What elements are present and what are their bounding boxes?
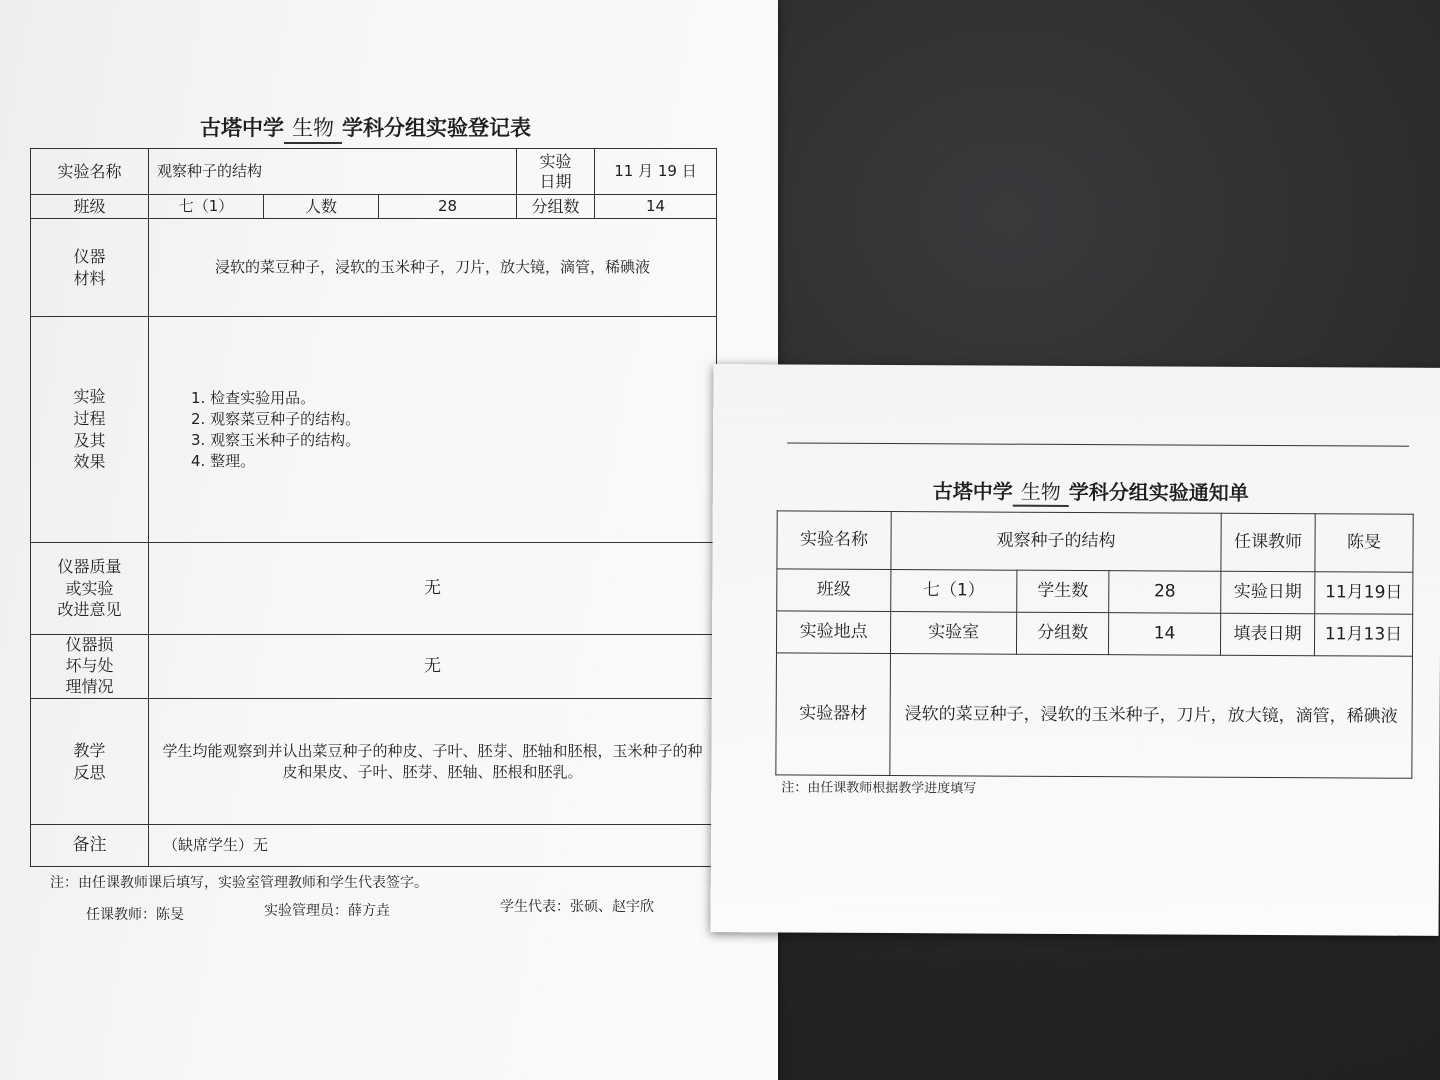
table-row <box>776 611 1412 656</box>
value-class: 七（1） <box>891 570 1017 613</box>
table-row <box>31 825 717 867</box>
school-name: 古塔中学 <box>932 479 1013 504</box>
label-headcount: 人数 <box>264 195 379 219</box>
table-row <box>777 569 1413 614</box>
label-process: 实验 过程 及其 效果 <box>31 317 149 543</box>
label-experiment-name: 实验名称 <box>777 511 891 570</box>
list-item: 4. 整理。 <box>191 452 256 471</box>
table-row <box>31 195 717 219</box>
value-steps <box>149 317 717 543</box>
registration-title <box>200 112 531 144</box>
form-name: 学科分组实验通知单 <box>1068 479 1249 505</box>
label-remarks: 备注 <box>31 825 149 867</box>
value-experiment-date: 11月19日 <box>1315 572 1413 615</box>
label-experiment-date: 实验日期 <box>1221 571 1315 613</box>
value-groups: 14 <box>595 195 717 219</box>
registration-footnote: 注：由任课教师课后填写，实验室管理教师和学生代表签字。 <box>50 875 428 891</box>
table-row <box>31 149 717 195</box>
label-damage: 仪器损 坏与处 理情况 <box>31 635 149 699</box>
notice-footnote: 注：由任课教师根据教学进度填写 <box>781 780 977 797</box>
notice-table <box>775 510 1413 778</box>
list-item: 2. 观察菜豆种子的结构。 <box>191 409 361 428</box>
list-item: 3. 观察玉米种子的结构。 <box>191 431 361 449</box>
value-damage: 无 <box>149 635 717 699</box>
signature-lab-manager: 实验管理员：薛方垚 <box>264 903 390 919</box>
table-row <box>31 219 717 317</box>
divider-line <box>787 442 1409 446</box>
value-remarks: （缺席学生）无 <box>149 825 717 867</box>
notice-title <box>933 475 1249 508</box>
label-experiment-date: 实验 日期 <box>517 149 595 195</box>
label-students: 学生数 <box>1017 570 1109 612</box>
table-row <box>31 317 717 543</box>
value-experiment-name: 观察种子的结构 <box>891 512 1221 572</box>
label-equipment: 实验器材 <box>776 653 891 776</box>
label-quality: 仪器质量 或实验 改进意见 <box>31 543 149 635</box>
label-experiment-name: 实验名称 <box>31 149 149 195</box>
value-location: 实验室 <box>890 612 1016 655</box>
notice-sheet <box>711 364 1440 936</box>
value-groups: 14 <box>1108 613 1220 656</box>
label-fill-date: 填表日期 <box>1220 613 1314 655</box>
label-groups: 分组数 <box>517 195 595 219</box>
signature-teacher: 任课教师：陈旻 <box>86 907 184 923</box>
label-groups: 分组数 <box>1016 612 1108 654</box>
subject-name: 生物 <box>1013 476 1069 507</box>
value-experiment-date: 11 月 19 日 <box>595 149 717 195</box>
label-reflection: 教学 反思 <box>31 699 149 825</box>
value-students: 28 <box>1109 571 1221 614</box>
value-materials: 浸软的菜豆种子，浸软的玉米种子，刀片，放大镜，滴管，稀碘液 <box>149 219 717 317</box>
label-class: 班级 <box>31 195 149 219</box>
value-fill-date: 11月13日 <box>1314 614 1412 657</box>
table-row <box>776 653 1413 778</box>
value-equipment: 浸软的菜豆种子，浸软的玉米种子，刀片，放大镜，滴管，稀碘液 <box>890 654 1413 779</box>
value-class: 七（1） <box>149 195 264 219</box>
registration-table <box>30 148 717 867</box>
value-experiment-name: 观察种子的结构 <box>149 149 517 195</box>
subject-name: 生物 <box>284 112 342 144</box>
label-materials: 仪器 材料 <box>31 219 149 317</box>
form-name: 学科分组实验登记表 <box>342 116 531 140</box>
table-row <box>31 699 717 825</box>
label-location: 实验地点 <box>776 611 890 654</box>
table-row <box>777 511 1413 572</box>
value-headcount: 28 <box>379 195 517 219</box>
value-quality: 无 <box>149 543 717 635</box>
table-row <box>31 635 717 699</box>
value-reflection: 学生均能观察到并认出菜豆种子的种皮、子叶、胚芽、胚轴和胚根，玉米种子的种皮和果皮、子叶、胚芽、胚轴、胚根和胚乳。 <box>149 699 717 825</box>
list-item: 1. 检查实验用品。 <box>191 388 316 407</box>
signature-student-rep: 学生代表：张硕、赵宇欣 <box>500 899 654 915</box>
label-teacher: 任课教师 <box>1221 513 1315 571</box>
value-teacher: 陈旻 <box>1315 514 1413 573</box>
school-name: 古塔中学 <box>200 116 284 140</box>
table-row <box>31 543 717 635</box>
label-class: 班级 <box>777 569 891 612</box>
